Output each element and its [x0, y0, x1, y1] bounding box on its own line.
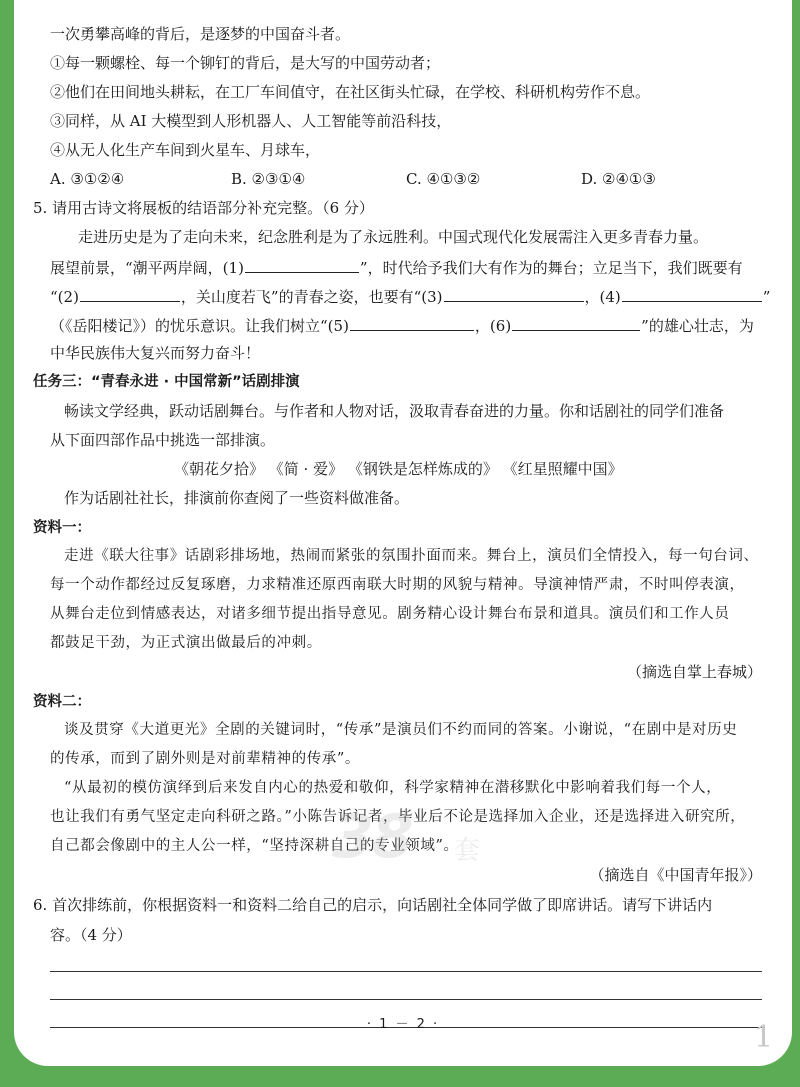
material-1-source: （摘选自掌上春城）: [626, 663, 762, 681]
q5-text: （《岳阳楼记》）的忧乐意识。让我们树立“(5): [50, 317, 349, 335]
q5-text: ”，时代给予我们大有作为的舞台；立足当下，我们既要有: [359, 259, 743, 277]
blank-1[interactable]: [245, 256, 359, 273]
task-3-title: 任务三：“青春永进 · 中国常新”话剧排演: [33, 374, 300, 390]
task-3-intro: 畅读文学经典，跃动话剧舞台。与作者和人物对话，汲取青春奋进的力量。你和话剧社的同学们准备: [64, 402, 725, 420]
material-2-line: 自己都会像剧中的主人公一样，“坚持深耕自己的专业领域”。: [50, 838, 459, 854]
page-content: [14, 0, 792, 1066]
blank-2[interactable]: [80, 285, 180, 302]
watermark-text: 套: [454, 836, 481, 866]
passage-line: 一次勇攀高峰的背后，是逐梦的中国奋斗者。: [50, 25, 351, 43]
q5-text: ，关山度若飞”的青春之姿，也要有“(3): [180, 288, 443, 306]
material-2-source: （摘选自《中国青年报》）: [589, 866, 762, 884]
answer-line[interactable]: [50, 971, 762, 972]
sentence-2: ②他们在田间地头耕耘，在工厂车间值守，在社区街头忙碌，在学校、科研机构劳作不息。: [50, 83, 651, 101]
task-3-intro-2: 从下面四部作品中挑选一部排演。: [50, 431, 276, 449]
option-c[interactable]: C. ④①③②: [406, 170, 481, 188]
material-1-line: 都鼓足干劲，为正式演出做最后的冲刺。: [50, 635, 322, 651]
blank-4[interactable]: [622, 285, 762, 302]
material-2-line: “从最初的模仿演绎到后来发自内心的热爱和敬仰，科学家精神在潜移默化中影响着我们每一个人，: [64, 780, 722, 796]
material-1-line: 从舞台走位到情感表达，对诸多细节提出指导意见。剧务精心设计舞台布景和道具。演员们和工作人员: [50, 606, 730, 622]
option-b[interactable]: B. ②③①④: [231, 170, 306, 188]
sentence-3: ③同样，从 AI 大模型到人形机器人、人工智能等前沿科技，: [50, 112, 452, 130]
question-6-title-cont: 容。（4 分）: [50, 926, 132, 944]
q5-text: “(2): [50, 288, 79, 306]
q5-text: ”: [762, 288, 771, 306]
material-1-heading: 资料一：: [33, 520, 91, 536]
material-1-line: 走进《联大往事》话剧彩排场地，热闹而紧张的氛围扑面而来。舞台上，演员们全情投入，每一句台词、: [64, 548, 759, 564]
q5-text: 展望前景，“潮平两岸阔，(1): [50, 259, 244, 277]
works-list: 《朝花夕拾》 《简 · 爱》 《钢铁是怎样炼成的》 《红星照耀中国》: [174, 460, 623, 478]
answer-line[interactable]: [50, 999, 762, 1000]
option-a[interactable]: A. ③①②④: [50, 170, 125, 188]
watermark-logo: 38: [332, 802, 412, 872]
blank-3[interactable]: [444, 285, 584, 302]
blank-5[interactable]: [350, 314, 474, 331]
q5-paragraph: 走进历史是为了走向未来，纪念胜利是为了永远胜利。中国式现代化发展需注入更多青春力量。: [78, 228, 709, 246]
q5-line-2: [50, 256, 743, 278]
question-5-title: 5. 请用古诗文将展板的结语部分补充完整。（6 分）: [33, 199, 374, 217]
q5-text: ，(6): [474, 317, 512, 335]
task-3-prep: 作为话剧社社长，排演前你查阅了一些资料做准备。: [64, 489, 410, 507]
q5-line-3: [50, 285, 770, 307]
blank-6[interactable]: [512, 314, 640, 331]
material-2-line: 谈及贯穿《大道更光》全剧的关键词时，“传承”是演员们不约而同的答案。小谢说，“在剧中是对历史: [64, 722, 738, 738]
material-2-line: 的传承，而到了剧外则是对前辈精神的传承”。: [50, 751, 361, 767]
sentence-4: ④从无人化生产车间到火星车、月球车，: [50, 141, 321, 159]
page-number: · 1 － 2 ·: [366, 1017, 440, 1032]
exam-page: [14, 0, 792, 1066]
question-6-title: 6. 首次排练前，你根据资料一和资料二给自己的启示，向话剧社全体同学做了即席讲话。请写下讲话内: [33, 896, 713, 914]
q5-text: ”的雄心壮志，为: [641, 317, 754, 335]
q5-line-4: [50, 314, 754, 336]
material-1-line: 每一个动作都经过反复琢磨，力求精准还原西南联大时期的风貌与精神。导演神情严肃，不时叫停表演，: [50, 577, 745, 593]
q5-text: ，(4): [584, 288, 621, 306]
sentence-1: ①每一颗螺栓、每一个铆钉的背后，是大写的中国劳动者；: [50, 54, 441, 72]
material-2-line: 也让我们有勇气坚定走向科研之路。”小陈告诉记者，毕业后不论是选择加入企业，还是选择进入研究所，: [50, 809, 746, 825]
option-d[interactable]: D. ②④①③: [581, 170, 656, 188]
q5-line-5: 中华民族伟大复兴而努力奋斗！: [50, 344, 261, 362]
corner-page-mark: 1: [754, 1020, 774, 1055]
material-2-heading: 资料二：: [33, 694, 91, 710]
